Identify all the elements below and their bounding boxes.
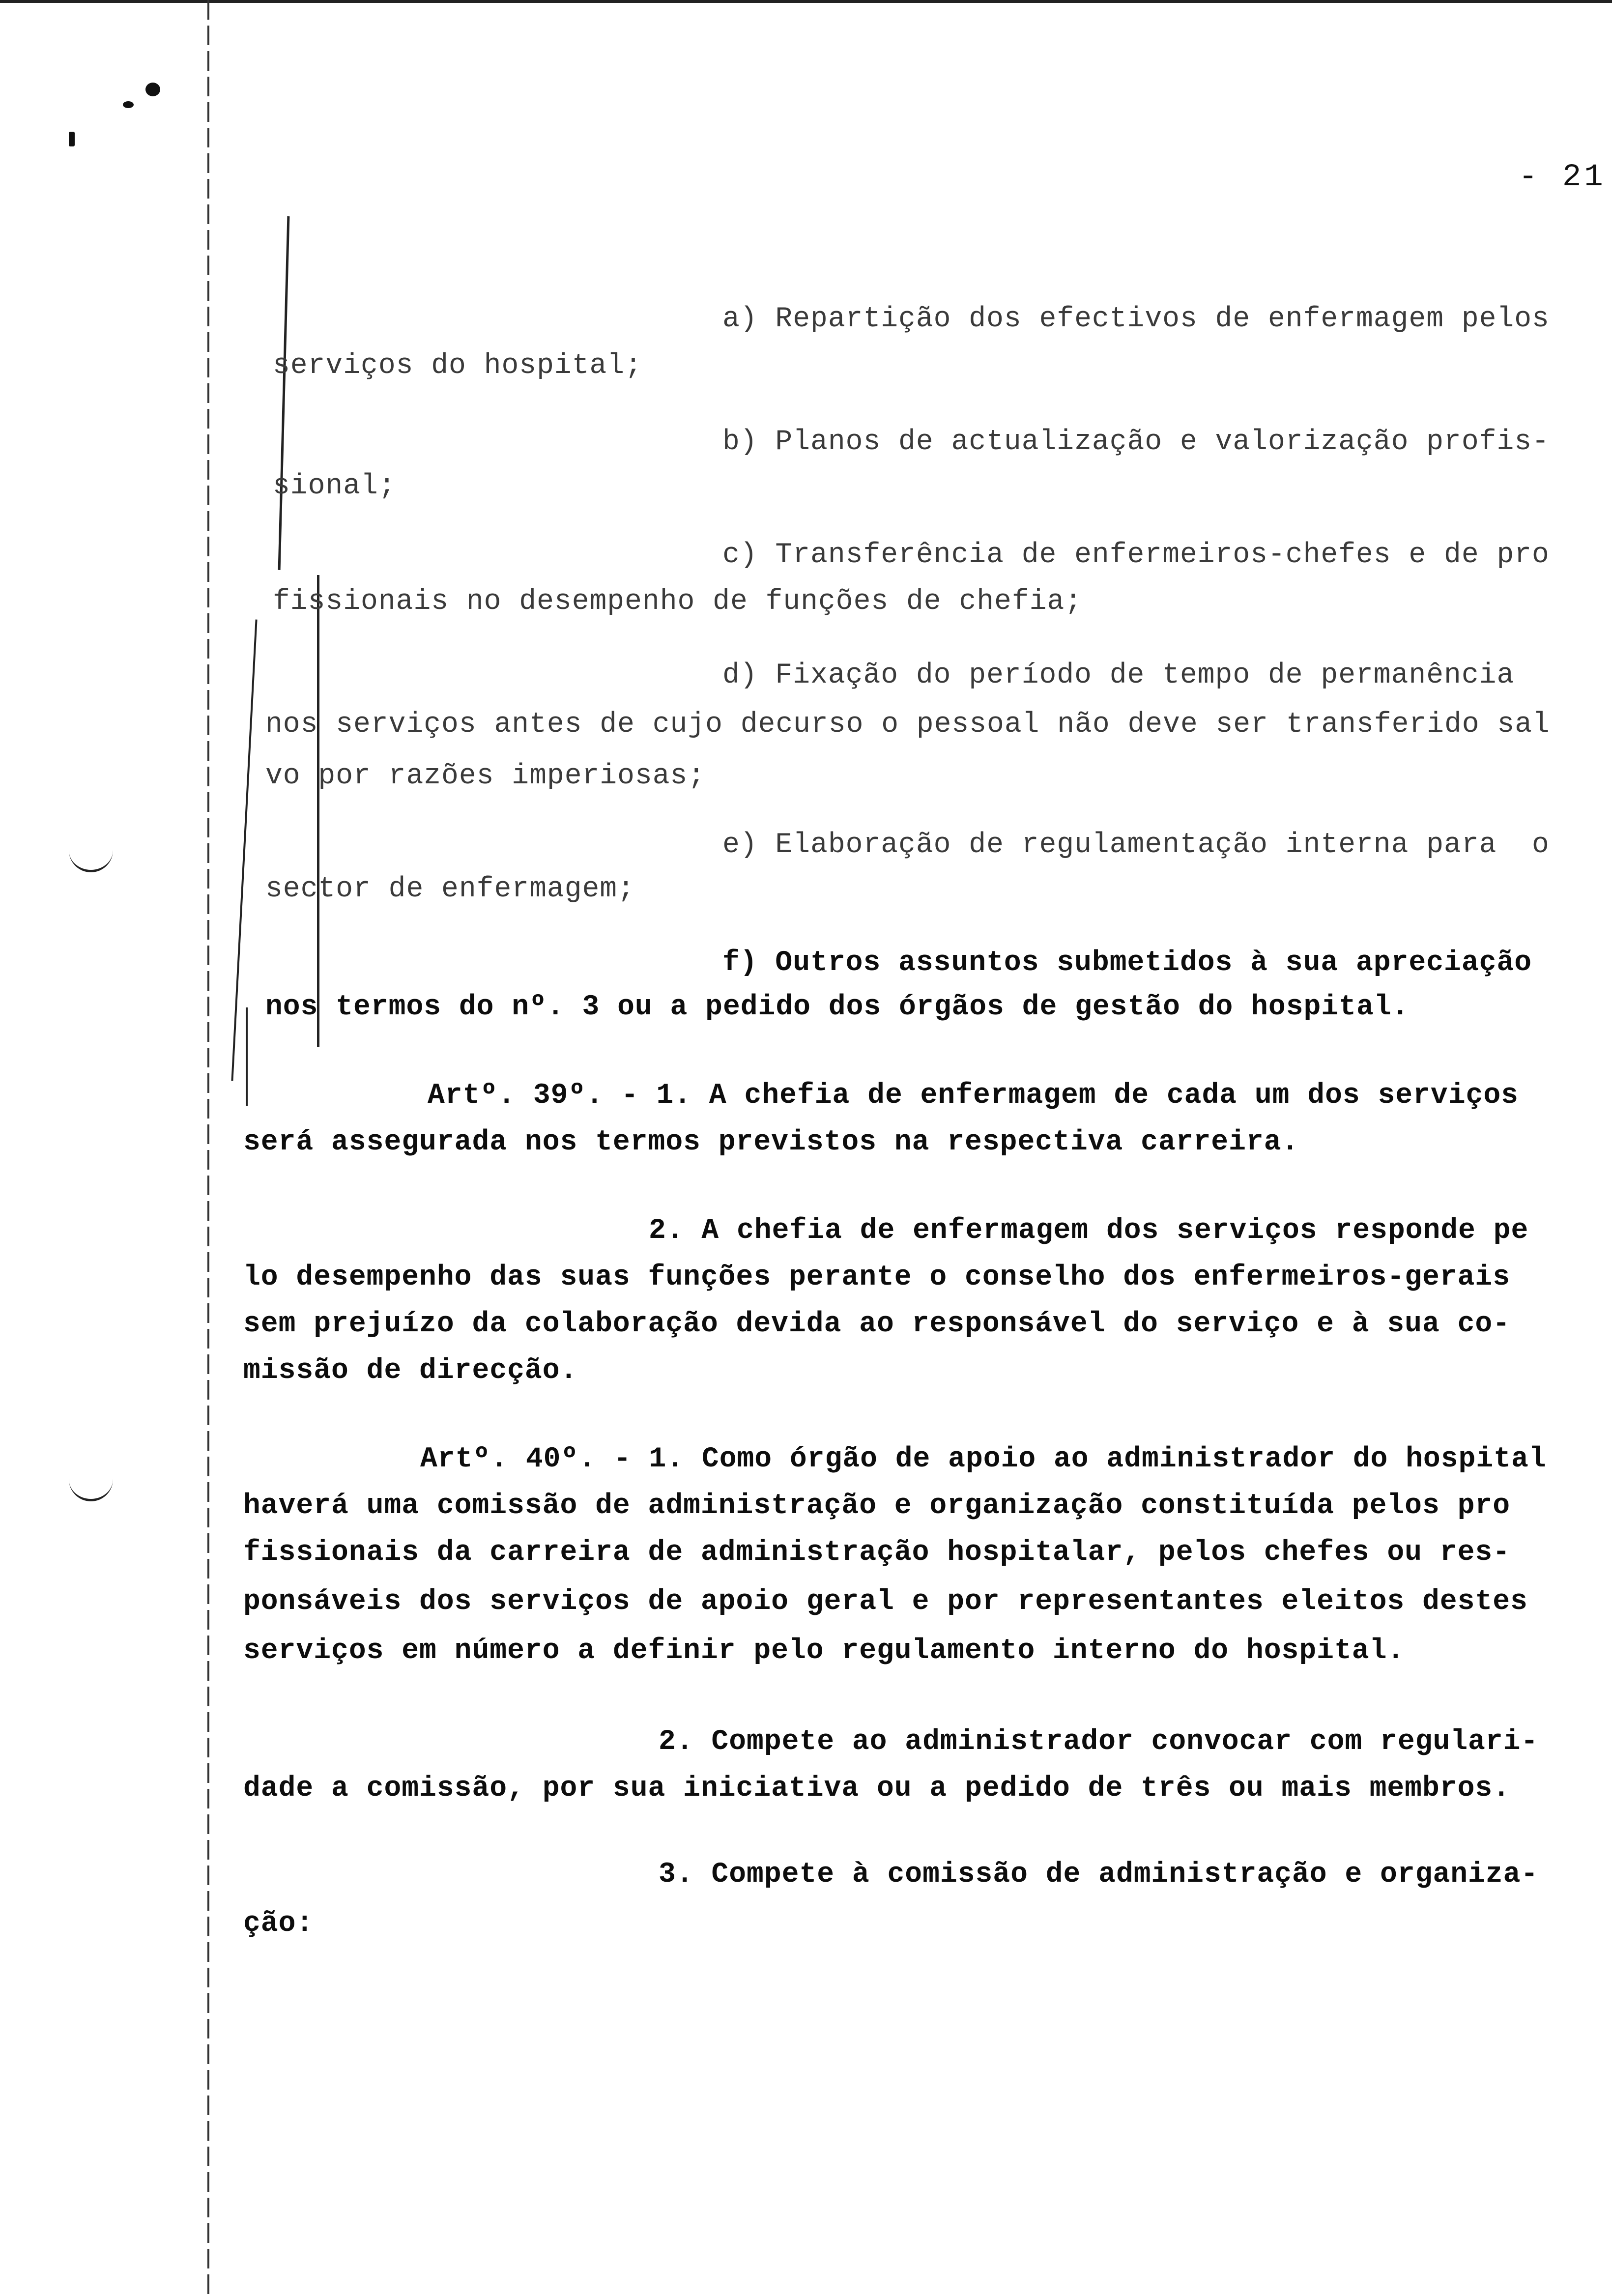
left-margin-rule bbox=[207, 0, 209, 2296]
margin-mark bbox=[69, 1474, 113, 1501]
item-b-lead: b) Planos de actualização e valorização profis- bbox=[722, 426, 1550, 458]
item-f-lead: f) Outros assuntos submetidos à sua apreciação bbox=[722, 947, 1532, 979]
annotation-line bbox=[231, 620, 257, 1081]
item-d-cont: nos serviços antes de cujo decurso o pessoal não deve ser transferido sal bbox=[265, 709, 1550, 741]
ink-smudge bbox=[123, 101, 134, 108]
art40-p2-line2: dade a comissão, por sua iniciativa ou a pedido de três ou mais membros. bbox=[243, 1773, 1511, 1805]
art40-p3-line1: 3. Compete à comissão de administração e organiza- bbox=[659, 1859, 1539, 1891]
art40-p3-line2: ção: bbox=[243, 1908, 314, 1940]
annotation-line bbox=[278, 216, 290, 570]
top-edge-rule bbox=[0, 0, 1612, 3]
art40-p1-line1: Artº. 40º. - 1. Como órgão de apoio ao administrador do hospital bbox=[420, 1443, 1547, 1475]
margin-mark bbox=[69, 845, 113, 872]
art39-p1-line1: Artº. 39º. - 1. A chefia de enfermagem de cada um dos serviços bbox=[428, 1080, 1519, 1112]
ink-smudge bbox=[69, 132, 75, 146]
art39-p2-line1: 2. A chefia de enfermagem dos serviços responde pe bbox=[649, 1215, 1529, 1247]
art39-p2-line2: lo desempenho das suas funções perante o conselho dos enfermeiros-gerais bbox=[243, 1262, 1511, 1293]
item-f-cont: nos termos do nº. 3 ou a pedido dos órgãos de gestão do hospital. bbox=[265, 991, 1410, 1023]
ink-smudge bbox=[145, 83, 160, 96]
item-e-lead: e) Elaboração de regulamentação interna para o bbox=[722, 829, 1550, 861]
art40-p1-line5: serviços em número a definir pelo regulamento interno do hospital. bbox=[243, 1635, 1405, 1667]
art39-p2-line3: sem prejuízo da colaboração devida ao responsável do serviço e à sua co- bbox=[243, 1308, 1511, 1340]
art40-p2-line1: 2. Compete ao administrador convocar com regulari- bbox=[659, 1726, 1539, 1758]
item-c-cont: fissionais no desempenho de funções de chefia; bbox=[273, 586, 1083, 618]
item-b-cont: sional; bbox=[273, 470, 396, 502]
art39-p1-line2: será assegurada nos termos previstos na respectiva carreira. bbox=[243, 1126, 1299, 1158]
annotation-line bbox=[317, 575, 319, 1047]
item-a-cont: serviços do hospital; bbox=[273, 350, 642, 382]
page-number: - 21 bbox=[1519, 160, 1606, 195]
art40-p1-line4: ponsáveis dos serviços de apoio geral e por representantes eleitos destes bbox=[243, 1586, 1528, 1618]
item-e-cont: sector de enfermagem; bbox=[265, 873, 635, 905]
art40-p1-line2: haverá uma comissão de administração e organização constituída pelos pro bbox=[243, 1490, 1511, 1522]
art39-p2-line4: missão de direcção. bbox=[243, 1355, 578, 1387]
item-d-lead: d) Fixação do período de tempo de permanência bbox=[722, 660, 1515, 691]
item-a-lead: a) Repartição dos efectivos de enfermagem pelos bbox=[722, 303, 1550, 335]
item-d-cont2: vo por razões imperiosas; bbox=[265, 760, 706, 792]
item-c-lead: c) Transferência de enfermeiros-chefes e de pro bbox=[722, 539, 1550, 571]
art40-p1-line3: fissionais da carreira de administração hospitalar, pelos chefes ou res- bbox=[243, 1537, 1511, 1569]
annotation-line bbox=[246, 1007, 248, 1106]
